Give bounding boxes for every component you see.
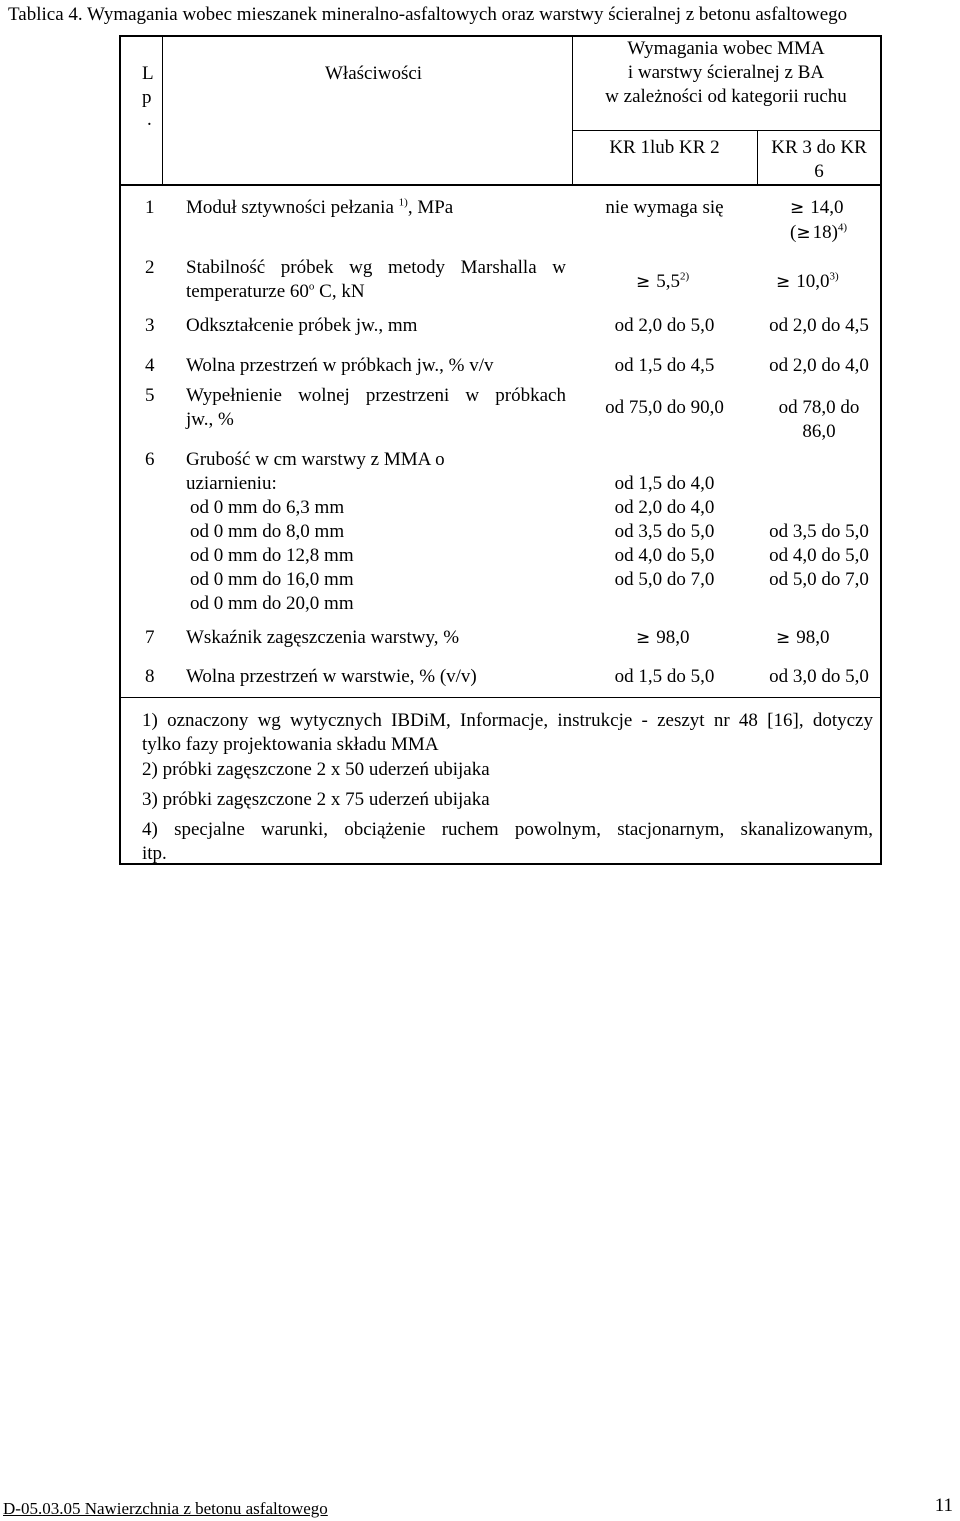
header-lp-2: p <box>142 87 152 108</box>
footer-page-number: 11 <box>934 1495 953 1516</box>
header-lp-3: . <box>147 109 152 130</box>
row5-kr3-1: od 78,0 do <box>778 397 860 418</box>
row1-kr1: nie wymaga się <box>605 197 724 218</box>
row6-kr1-1: od 1,5 do 4,0 <box>614 473 715 494</box>
row1-no: 1 <box>145 197 155 218</box>
row6-no: 6 <box>145 449 155 470</box>
row3-no: 3 <box>145 315 155 336</box>
row8-no: 8 <box>145 666 155 687</box>
row6-size-1: od 0 mm do 6,3 mm <box>190 497 345 518</box>
header-requirements-1: Wymagania wobec MMA <box>627 38 825 59</box>
note-2: 2) próbki zagęszczone 2 x 50 uderzeń ubijaka <box>142 759 490 780</box>
row5-property-1: Wypełnienie wolnej przestrzeni w próbkach <box>186 385 566 406</box>
row6-size-2: od 0 mm do 8,0 mm <box>190 521 345 542</box>
row8-kr1: od 1,5 do 5,0 <box>614 666 715 687</box>
row4-no: 4 <box>145 355 155 376</box>
row3-kr3: od 2,0 do 4,5 <box>769 315 869 336</box>
header-kr3-2: 6 <box>814 161 824 182</box>
row6-size-3: od 0 mm do 12,8 mm <box>190 545 354 566</box>
row2-no: 2 <box>145 257 155 278</box>
row5-kr3-2: 86,0 <box>802 421 836 442</box>
row6-property-2: uziarnieniu: <box>186 473 277 494</box>
row1-kr3-2: (≥ 18)$^{4)}$ <box>790 221 848 243</box>
header-properties: Właściwości <box>325 63 423 84</box>
row7-no: 7 <box>145 627 155 648</box>
row6-kr1-3: od 3,5 do 5,0 <box>614 521 715 542</box>
note-3: 3) próbki zagęszczone 2 x 75 uderzeń ubijaka <box>142 789 490 810</box>
table-caption: Tablica 4. Wymagania wobec mieszanek mineralno-asfaltowych oraz warstwy ścieralnej z betonu asfaltowego <box>8 4 848 25</box>
note-4-line-1: 4) specjalne warunki, obciążenie ruchem powolnym, stacjonarnym, skanalizowanym, <box>142 819 873 840</box>
header-kr1: KR 1lub KR 2 <box>609 137 720 158</box>
row1-kr3-1: ≥ 14,0 <box>790 197 844 218</box>
row7-kr3: ≥ 98,0 <box>776 627 830 648</box>
row8-property: Wolna przestrzeń w warstwie, % (v/v) <box>186 666 477 687</box>
row2-kr1: ≥ $5,5^{2)}$ <box>636 270 690 292</box>
row2-kr3: ≥ $10,0^{3)}$ <box>776 270 839 292</box>
row6-kr1-5: od 5,0 do 7,0 <box>614 569 715 590</box>
note-4-line-2: itp. <box>142 843 167 864</box>
row5-kr1: od 75,0 do 90,0 <box>605 397 724 418</box>
row6-property-1: Grubość w cm warstwy z MMA o <box>186 449 445 470</box>
row2-property-1: Stabilność próbek wg metody Marshalla w <box>186 257 566 278</box>
row6-size-4: od 0 mm do 16,0 mm <box>190 569 354 590</box>
row5-no: 5 <box>145 385 155 406</box>
row6-size-5: od 0 mm do 20,0 mm <box>190 593 354 614</box>
note-1-line-1: 1) oznaczony wg wytycznych IBDiM, Informacje, instrukcje - zeszyt nr 48 [16], dotyczy <box>142 710 873 731</box>
header-lp-1: L <box>142 63 154 84</box>
row7-property: Wskaźnik zagęszczenia warstwy, % <box>186 627 460 648</box>
row2-property-2: temperaturze 60$^o$ C, kN <box>186 280 365 302</box>
row3-property: Odkształcenie próbek jw., mm <box>186 315 418 336</box>
footer-document-title: D-05.03.05 Nawierzchnia z betonu asfaltowego <box>3 1499 328 1518</box>
note-1-line-2: tylko fazy projektowania składu MMA <box>142 734 439 755</box>
header-kr3-1: KR 3 do KR <box>771 137 867 158</box>
row6-kr3-3: od 5,0 do 7,0 <box>769 569 869 590</box>
header-requirements-2: i warstwy ścieralnej z BA <box>627 62 825 83</box>
row4-property: Wolna przestrzeń w próbkach jw., % v/v <box>186 355 494 376</box>
row6-kr1-4: od 4,0 do 5,0 <box>614 545 715 566</box>
row6-kr3-1: od 3,5 do 5,0 <box>769 521 869 542</box>
row4-kr1: od 1,5 do 4,5 <box>614 355 715 376</box>
row6-kr1-2: od 2,0 do 4,0 <box>614 497 715 518</box>
row7-kr1: ≥ 98,0 <box>636 627 690 648</box>
row3-kr1: od 2,0 do 5,0 <box>614 315 715 336</box>
header-requirements-3: w zależności od kategorii ruchu <box>605 86 847 107</box>
row5-property-2: jw., % <box>186 409 234 430</box>
row4-kr3: od 2,0 do 4,0 <box>769 355 869 376</box>
row8-kr3: od 3,0 do 5,0 <box>769 666 869 687</box>
row1-property: Moduł sztywności pełzania $^{1)}$, MPa <box>186 196 454 218</box>
row6-kr3-2: od 4,0 do 5,0 <box>769 545 869 566</box>
